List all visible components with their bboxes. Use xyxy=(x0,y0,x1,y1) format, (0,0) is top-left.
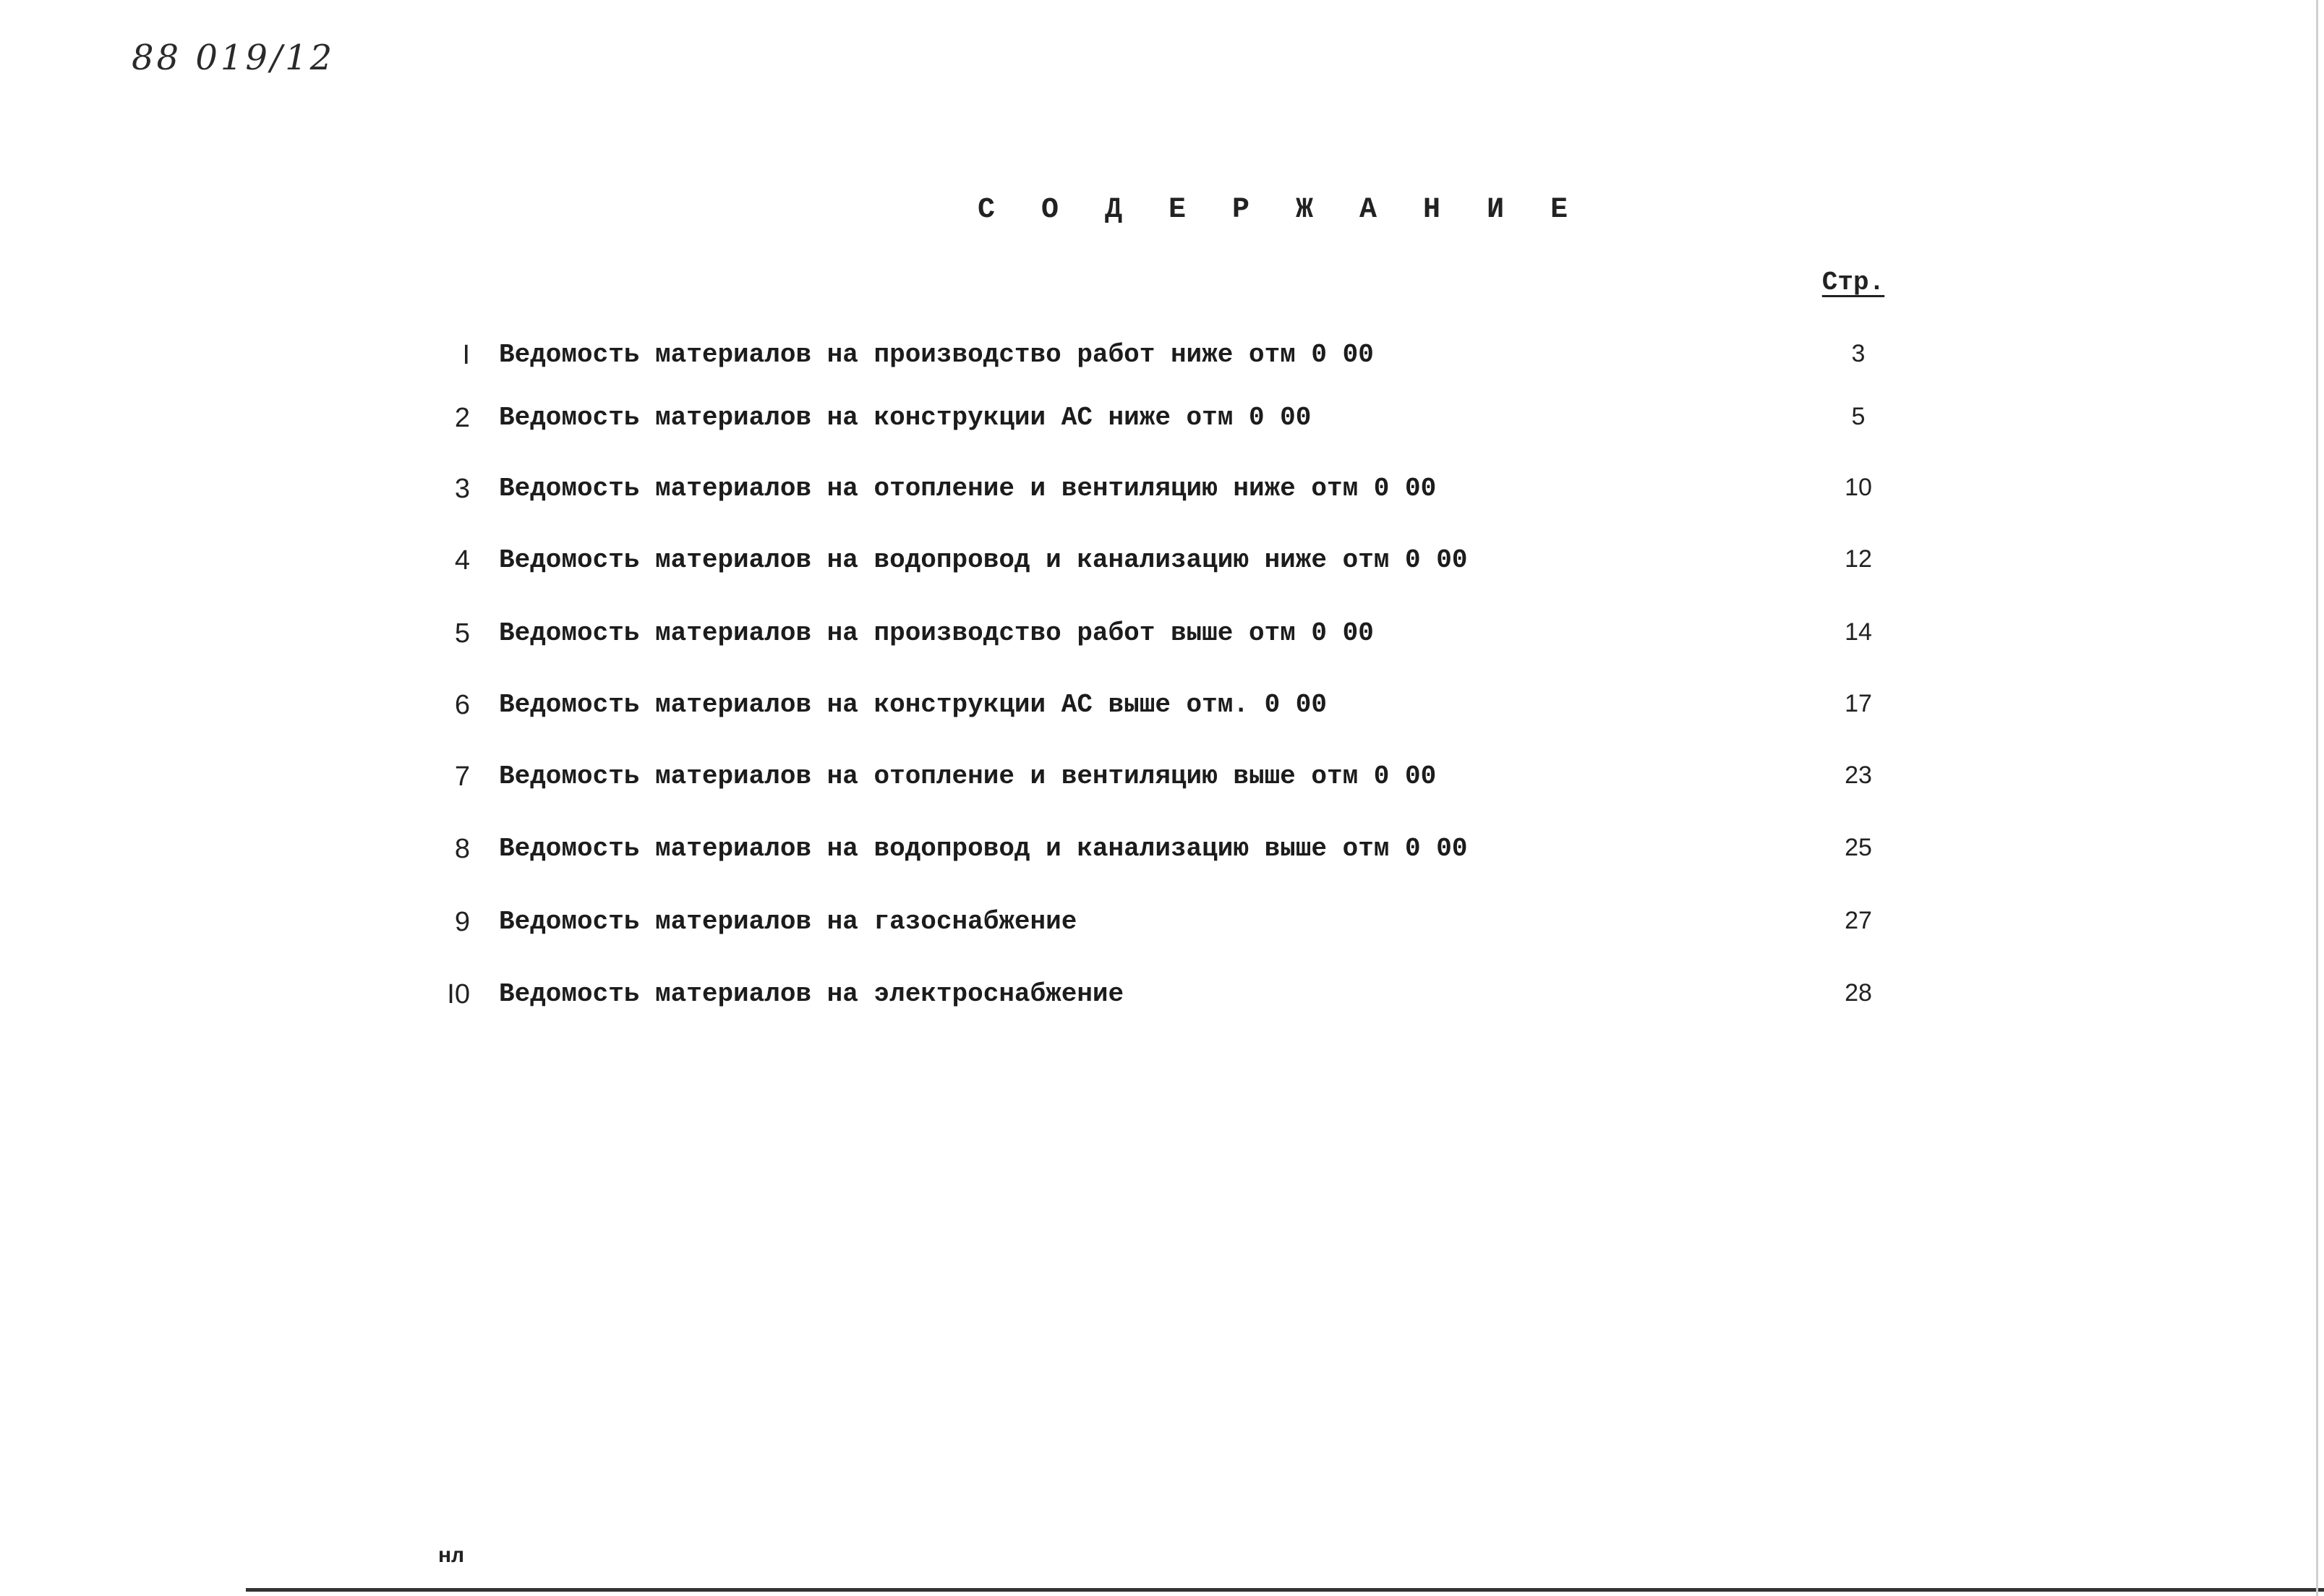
toc-row-page: 27 xyxy=(1845,907,1872,934)
toc-row xyxy=(0,403,2324,446)
toc-row xyxy=(0,618,2324,662)
toc-row-page: 5 xyxy=(1851,403,1866,430)
toc-row xyxy=(0,907,2324,950)
document-code: 88 019/12 xyxy=(132,38,336,78)
toc-row-title: Ведомость материалов на газоснабжение xyxy=(499,907,1077,936)
toc-row xyxy=(0,834,2324,877)
toc-row-page: 25 xyxy=(1845,834,1872,861)
toc-row-number: 9 xyxy=(454,907,470,937)
toc-row-page: 28 xyxy=(1845,979,1872,1007)
page-column-header: Стр. xyxy=(1821,268,1885,297)
toc-row-page: 14 xyxy=(1845,618,1872,646)
toc-row-title: Ведомость материалов на конструкции АС выше отм. 0 00 xyxy=(499,690,1327,720)
toc-row-number: 4 xyxy=(454,545,470,576)
toc-row-page: 17 xyxy=(1845,690,1872,717)
toc-row-title: Ведомость материалов на водопровод и канализацию ниже отм 0 00 xyxy=(499,545,1468,575)
toc-row-title: Ведомость материалов на водопровод и канализацию выше отм 0 00 xyxy=(499,834,1468,863)
toc-row xyxy=(0,761,2324,805)
toc-row xyxy=(0,474,2324,517)
toc-row-number: 2 xyxy=(454,403,470,433)
toc-row-title: Ведомость материалов на отопление и вентиляцию ниже отм 0 00 xyxy=(499,474,1437,503)
toc-row-title: Ведомость материалов на электроснабжение xyxy=(499,979,1124,1009)
toc-row-number: 7 xyxy=(454,761,470,792)
toc-row-number: 3 xyxy=(454,474,470,504)
toc-row xyxy=(0,979,2324,1023)
toc-row-number: 5 xyxy=(454,618,470,649)
toc-row-title: Ведомость материалов на производство работ ниже отм 0 00 xyxy=(499,340,1374,370)
right-edge-line xyxy=(2316,0,2318,1596)
toc-row-page: 23 xyxy=(1845,761,1872,789)
toc-row-number: I xyxy=(462,340,470,370)
toc-row-number: 8 xyxy=(454,834,470,864)
toc-row xyxy=(0,545,2324,589)
toc-row-title: Ведомость материалов на конструкции АС ниже отм 0 00 xyxy=(499,403,1312,432)
toc-row-title: Ведомость материалов на производство работ выше отм 0 00 xyxy=(499,618,1374,648)
toc-row-page: 10 xyxy=(1845,474,1872,501)
toc-row-title: Ведомость материалов на отопление и вентиляцию выше отм 0 00 xyxy=(499,761,1437,791)
footer-mark: нл xyxy=(438,1545,465,1569)
toc-row-page: 12 xyxy=(1845,545,1872,573)
toc-row-number: 6 xyxy=(454,690,470,720)
bottom-border-line xyxy=(246,1588,2324,1592)
toc-row xyxy=(0,340,2324,383)
toc-row xyxy=(0,690,2324,733)
toc-row-page: 3 xyxy=(1851,340,1866,367)
page-title: С О Д Е Р Ж А Н И Е xyxy=(978,194,1583,226)
toc-row-number: I0 xyxy=(447,979,470,1010)
